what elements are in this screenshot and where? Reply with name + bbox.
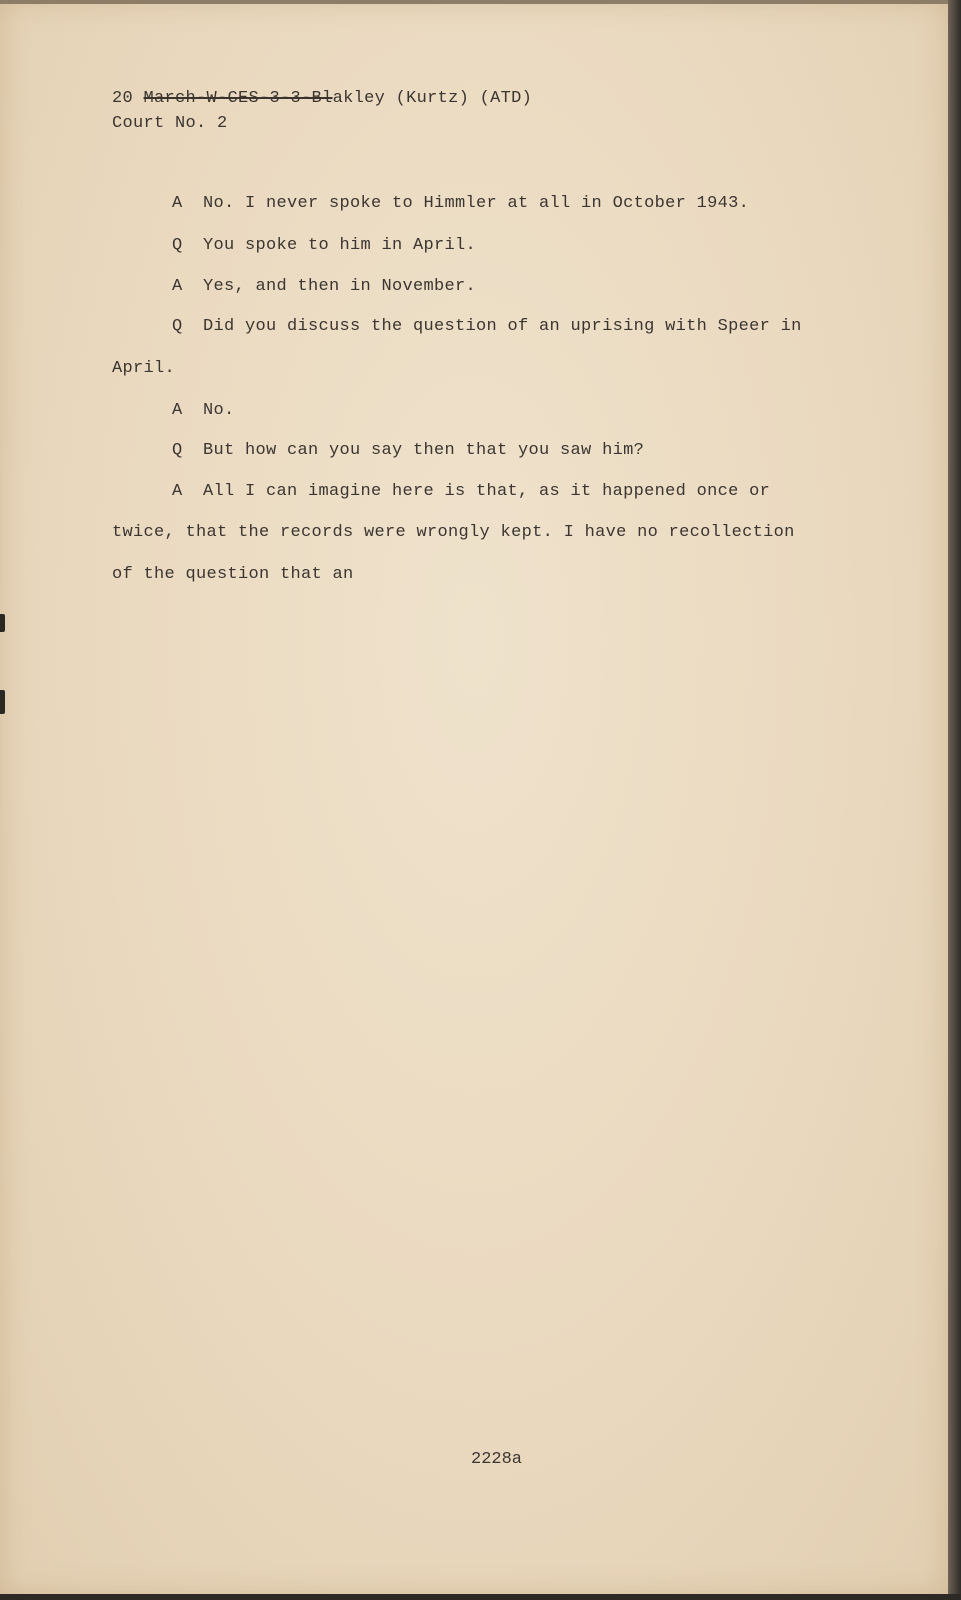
transcript-line: No. — [203, 401, 235, 420]
header-struck-text: March-W-CES-3-3-Bl — [143, 89, 333, 108]
header-date: 20 — [112, 89, 134, 108]
speaker-label: Q — [172, 236, 183, 255]
speaker-label: A — [172, 277, 183, 296]
speaker-label: A — [172, 482, 183, 501]
speaker-label: Q — [172, 441, 183, 460]
header-name: akley (Kurtz) (ATD) — [332, 89, 533, 108]
header-court: Court No. 2 — [112, 114, 228, 133]
transcript-line: All I can imagine here is that, as it happened once or — [203, 482, 771, 501]
speaker-label: A — [172, 194, 183, 213]
transcript-line: Yes, and then in November. — [203, 277, 477, 296]
page-bottom-edge — [0, 1594, 961, 1600]
page-number: 2228a — [471, 1450, 523, 1469]
speaker-label: Q — [172, 317, 183, 336]
page-top-edge — [0, 0, 948, 4]
transcript-line: April. — [112, 359, 176, 378]
transcript-line: No. I never spoke to Himmler at all in October 1943. — [203, 194, 750, 213]
transcript-line: Did you discuss the question of an uprising with Speer in — [203, 317, 802, 336]
header-title — [112, 88, 532, 110]
transcript-line: twice, that the records were wrongly kept. I have no recollection — [112, 523, 795, 542]
speaker-label: A — [172, 401, 183, 420]
transcript-line: of the question that an — [112, 565, 354, 584]
binding-hole-mark — [0, 614, 5, 632]
transcript-line: But how can you say then that you saw him? — [203, 441, 645, 460]
transcript-line: You spoke to him in April. — [203, 236, 477, 255]
binding-hole-mark — [0, 690, 5, 714]
page-right-edge — [948, 0, 961, 1600]
